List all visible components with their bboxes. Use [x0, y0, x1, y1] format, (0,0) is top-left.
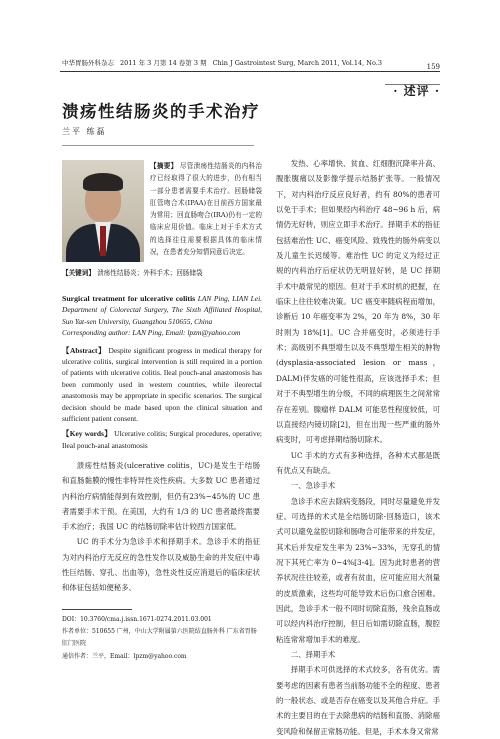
- title-divider: [62, 145, 254, 146]
- keywords-zh-text: 溃疡性结肠炎；外科手术；回肠储袋: [97, 269, 203, 277]
- abstract-en-text: Despite significant progress in medical therapy for ulcerative colitis, surgical intervention is still required in a portion of patients with ulcerative colitis. Ileal pouch-anal anastomosis has been commonly used in western countries, while ileorectal anastomosis may be appropriate in specific scenarios. The surgical decision should be made based upon the clinical situation and sufficient patient consent.: [62, 345, 262, 424]
- journal-name-en: Chin J Gastrointest Surg, March 2011, Vol.14, No.3: [212, 59, 382, 67]
- article-authors: 兰平 练磊: [62, 127, 107, 136]
- body-paragraph: 择期手术可供选择的术式较多，各有优劣。需要考虑的因素有患者当前肠功能不全的程度、患者的一般状态、或是否存在癌变以及其他合并症。手术的主要目的在于去除患病的结肠和直肠、消除癌变风险和保留正常肠功能。但是，手术本身又常常: [276, 665, 440, 736]
- footnote-corresponding: 通信作者：兰平，Email：lpzm@yahoo.com: [62, 652, 187, 660]
- english-authors-affiliation: LAN Ping, LIAN Lei. Department of Colorectal Surgery, The Sixth Affiliated Hospital, Sun Yat-sen University, Guangzhou 510655, China: [62, 294, 262, 326]
- body-left-column: [62, 458, 260, 596]
- abstract-zh: [150, 160, 262, 258]
- section-tag: · 述评 ·: [393, 84, 440, 98]
- header-divider: [60, 71, 440, 72]
- keywords-zh: [62, 267, 262, 279]
- page-number: 159: [426, 63, 440, 71]
- footnote-divider: [62, 609, 132, 610]
- english-abstract-block: [62, 293, 262, 451]
- footnote-doi: DOI：10.3760/cma.j.issn.1671-0274.2011.03.001: [62, 616, 212, 623]
- abstract-zh-text: 尽管溃疡性结肠炎的内科治疗已经取得了很大的进步，仍有相当一部分患者需要手术治疗。回肠储袋肛管吻合术(IPAA)在目前西方国家最为常用；回直肠吻合(IRA)仍有一定的临床应用价值。临床上对于手术方式的选择往往需要根据具体的临床情况，在患者充分知情同意后决定。: [150, 162, 263, 257]
- english-title: Surgical treatment for ulcerative colitis: [62, 294, 196, 303]
- footnote-affiliation: 作者单位：510655 广州，中山大学附属第六医院结直肠外科 广东省胃肠肛门医院: [62, 628, 257, 648]
- corresponding-author-en: Corresponding author: LAN Ping, Email: lpzm@yahoo.com: [62, 328, 241, 338]
- body-paragraph: 发热、心率增快、贫血、红细胞沉降率升高、腹胀腹痛以及影像学提示结肠扩张等。一般情况下，对内科治疗反应良好者，约有 80%的患者可以免于手术；但如果经内科治疗 48~96 h 后，病情仍无好转，则应立即手术治疗。择期手术的指征包括难治性 UC、癌变风险、致残性的肠外病变以及儿童生长迟缓等。难治性 UC 的定义为经过正规的内科治疗后症状仍无明显好转，是 UC 择期手术中最常见的原因。但对于手术时机的把握，在临床上往往较难决策。UC 癌变率随病程而增加，诊断后 10 年癌变率为 2%，20 年为 8%，30 年时则为 18%[1]。UC 合并癌变时，必须进行手术；高级别不典型增生以及不典型增生相关的肿物(dysplasia-associated lesion or mass，DALM)伴发癌的可能性很高，应该选择手术；但对于不典型增生的分级，不同的病理医生之间常常存在差别。腺瘤样 DALM 可能恶性程度较低，可以直接经内镜切除[2]，但在出现一些严重的肠外病变时，可考虑择期结肠切除术。: [276, 159, 440, 445]
- article-title: 溃疡性结肠炎的手术治疗: [62, 102, 260, 121]
- section-heading: 一、急诊手术: [290, 481, 336, 491]
- keywords-en-label: 【Key words】: [62, 429, 112, 439]
- journal-name-zh: 中华胃肠外科杂志: [62, 59, 114, 67]
- section-heading: 二、择期手术: [290, 650, 336, 659]
- body-paragraph: 急诊手术应去除病变肠段，同时尽量避免并发症。可选择的术式是全结肠切除-回肠造口，该术式可以避免盆腔切除和肠吻合可能带来的并发症，其术后并发症发生率为 23%~33%，无穿孔的情况下其死亡率为 0~4%[3-4]。因为此时患者的营养状况往往较差，或者有贫血，应可能应用大剂量的皮质激素，这些均可能导致术后伤口愈合困难。因此，急诊手术一般不同时切除直肠，残余直肠或可以经内科治疗控制，但日后如需切除直肠，腹腔粘连常常增加手术的难度。: [276, 496, 440, 644]
- abstract-en-label: 【Abstract】: [62, 345, 107, 355]
- body-right-column: [276, 156, 440, 739]
- body-paragraph: 溃疡性结肠炎(ulcerative colitis，UC)是发生于结肠和直肠黏膜的慢性非特异性炎性疾病。大多数 UC 患者通过内科治疗病情能得到有效控制，但仍有23%~45%的 UC 患者需要手术干预。在美国，大约有 1/3 的 UC 患者最终需要手术治疗；我国 UC 的结肠切除率估计较西方国家低。: [62, 461, 260, 532]
- keywords-zh-label: 【关键词】: [62, 269, 95, 277]
- author-photo: [62, 160, 144, 262]
- journal-issue-zh: 2011 年 3 月第 14 卷第 3 期: [120, 59, 207, 67]
- footnotes: [62, 614, 262, 663]
- keywords-en-text: Ulcerative colitis; Surgical procedures, operative; Ileal pouch-anal anastomosis: [62, 429, 262, 450]
- abstract-zh-label: 【摘要】: [150, 162, 178, 170]
- body-paragraph: UC 手术的方式有多种选择，各种术式都是既有优点又有缺点。: [276, 450, 440, 475]
- running-header: [62, 56, 440, 70]
- body-paragraph: UC 的手术分为急诊手术和择期手术。急诊手术的指征为对内科治疗无反应的急性发作以及威胁生命的并发症(中毒性巨结肠、穿孔、出血等)，急性炎性反应消退后的临床症状和体征包括如便秘多、: [62, 537, 260, 593]
